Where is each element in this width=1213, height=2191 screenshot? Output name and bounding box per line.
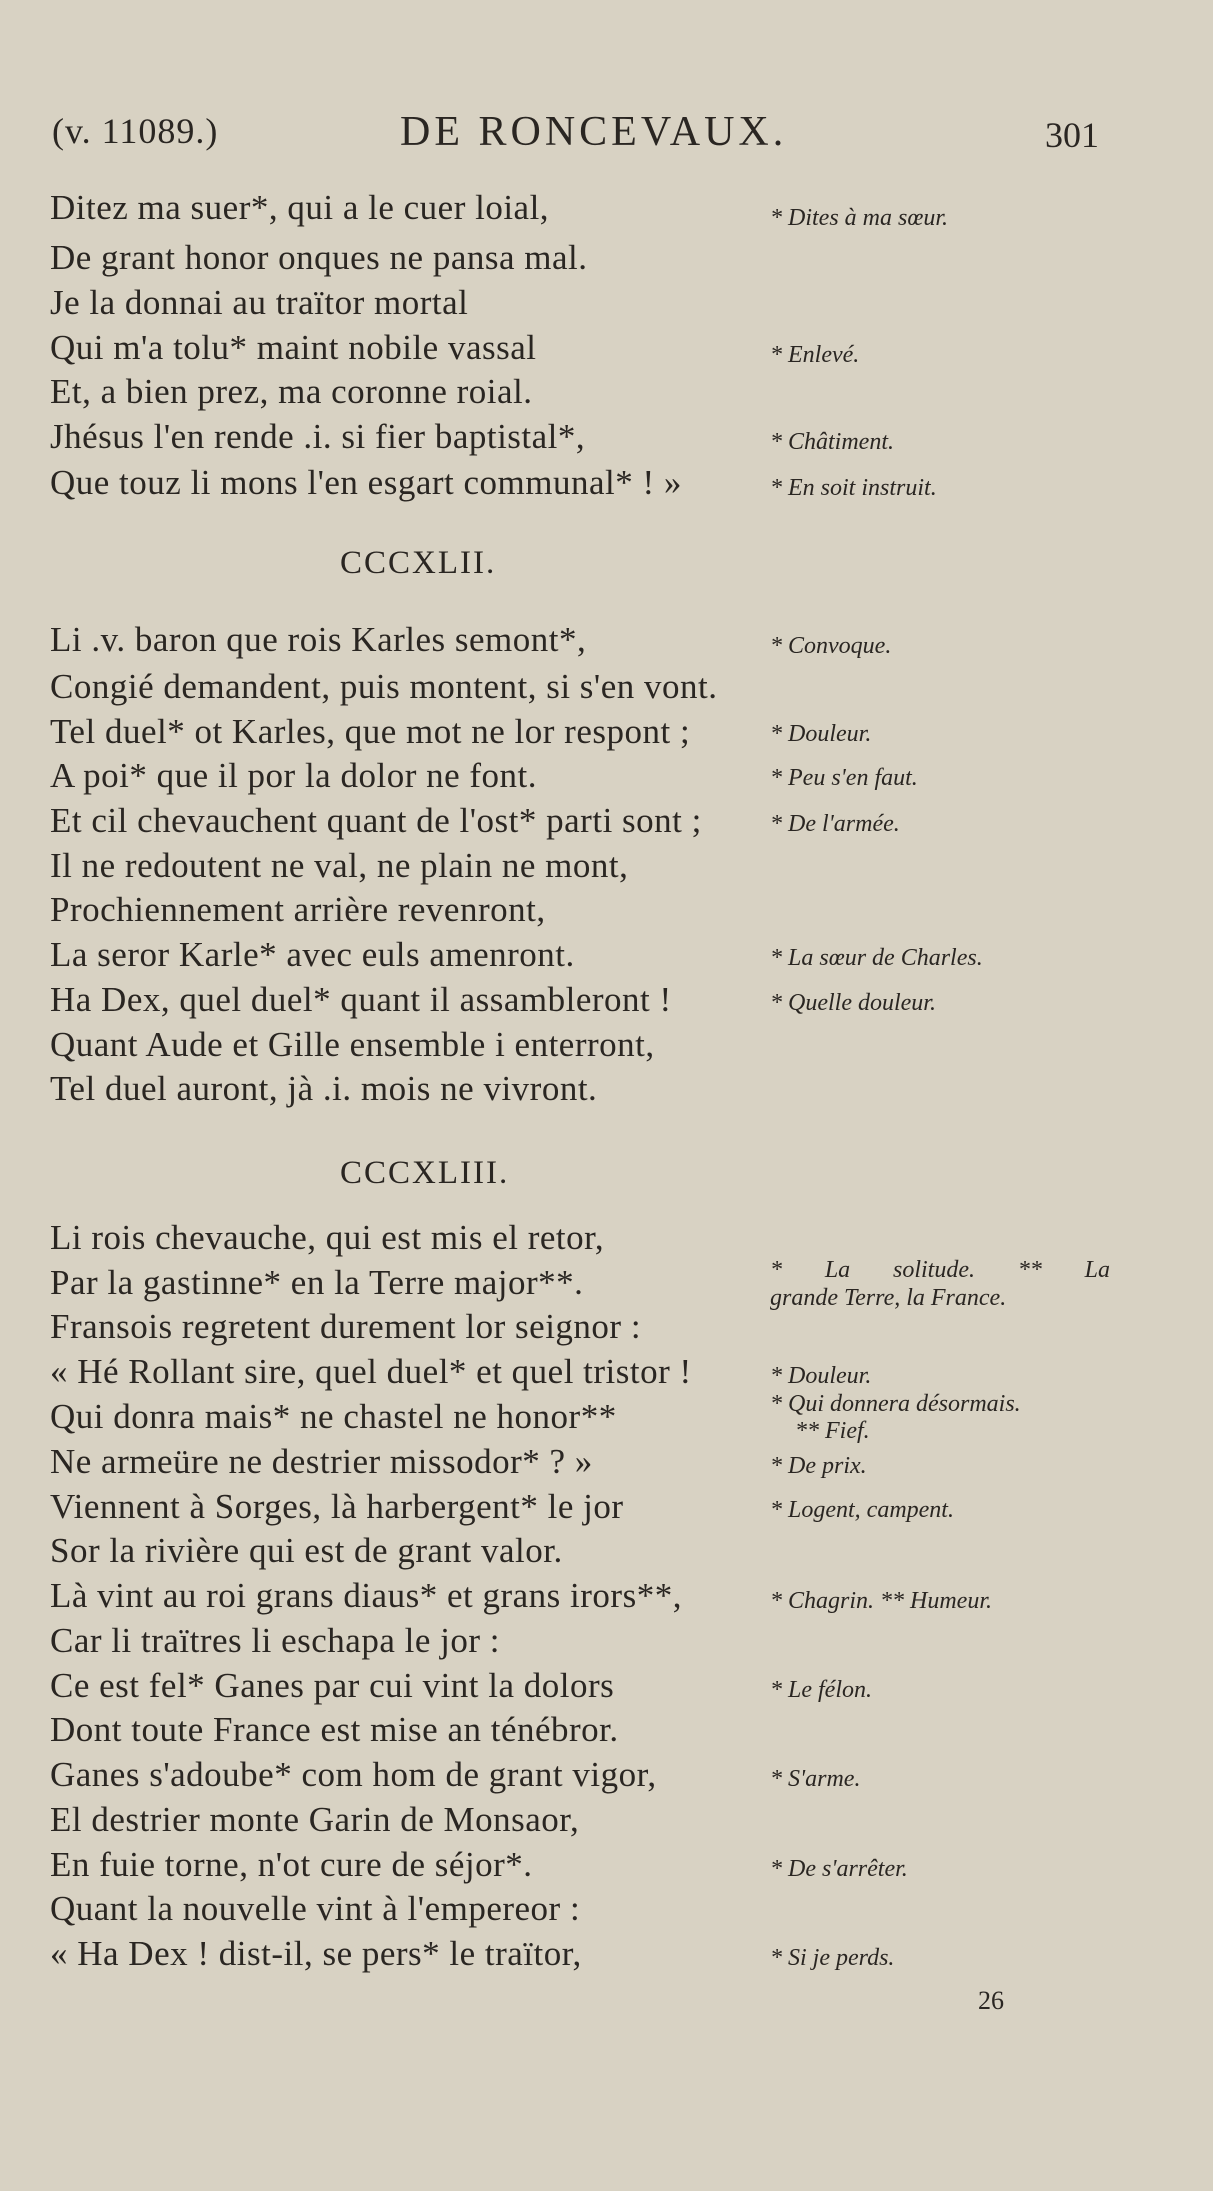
verse-line: Je la donnai au traïtor mortal: [50, 283, 469, 322]
margin-gloss: * Peu s'en faut.: [770, 765, 918, 791]
stanza-heading: CCCXLIII.: [340, 1155, 510, 1191]
verse-line: Viennent à Sorges, là harbergent* le jor: [50, 1487, 624, 1526]
margin-gloss: ** Fief.: [795, 1418, 870, 1444]
verse-line: Li rois chevauche, qui est mis el retor,: [50, 1218, 605, 1257]
verse-line: Qui m'a tolu* maint nobile vassal: [50, 328, 537, 367]
verse-reference: (v. 11089.): [52, 111, 219, 151]
margin-gloss: * Enlevé.: [770, 342, 860, 368]
margin-gloss: * Convoque.: [770, 633, 892, 659]
verse-line: Quant la nouvelle vint à l'empereor :: [50, 1889, 581, 1928]
margin-gloss: * Logent, campent.: [770, 1497, 954, 1523]
verse-line: Li .v. baron que rois Karles semont*,: [50, 620, 587, 659]
verse-line: Et cil chevauchent quant de l'ost* parti sont ;: [50, 801, 702, 840]
verse-line: Ditez ma suer*, qui a le cuer loial,: [50, 188, 550, 227]
running-header: [0, 110, 1213, 160]
margin-gloss: * Douleur.: [770, 1363, 872, 1389]
margin-gloss: * De s'arrêter.: [770, 1856, 908, 1882]
margin-gloss: * Si je perds.: [770, 1945, 895, 1971]
margin-gloss: * La solitude. ** La: [770, 1257, 1110, 1283]
verse-line: Prochiennement arrière revenront,: [50, 890, 546, 929]
margin-gloss: * Qui donnera désormais.: [770, 1391, 1021, 1417]
margin-gloss: * La sœur de Charles.: [770, 945, 983, 971]
verse-line: Tel duel auront, jà .i. mois ne vivront.: [50, 1069, 598, 1108]
margin-gloss: * S'arme.: [770, 1766, 861, 1792]
verse-line: Dont toute France est mise an ténébror.: [50, 1710, 619, 1749]
verse-line: Par la gastinne* en la Terre major**.: [50, 1263, 584, 1302]
verse-line: Là vint au roi grans diaus* et grans irors**,: [50, 1576, 682, 1615]
verse-line: Fransois regretent durement lor seignor :: [50, 1307, 642, 1346]
page-number: 301: [1045, 115, 1099, 155]
verse-line: Qui donra mais* ne chastel ne honor**: [50, 1397, 617, 1436]
verse-line: Tel duel* ot Karles, que mot ne lor respont ;: [50, 712, 691, 751]
margin-gloss: * De l'armée.: [770, 811, 900, 837]
verse-line: Sor la rivière qui est de grant valor.: [50, 1531, 563, 1570]
verse-line: A poi* que il por la dolor ne font.: [50, 756, 538, 795]
verse-line: Il ne redoutent ne val, ne plain ne mont,: [50, 846, 629, 885]
margin-gloss: * De prix.: [770, 1453, 867, 1479]
verse-line: Jhésus l'en rende .i. si fier baptistal*,: [50, 417, 586, 456]
page-title: DE RONCEVAUX.: [400, 109, 788, 155]
margin-gloss: * Chagrin. ** Humeur.: [770, 1588, 993, 1614]
verse-line: Ha Dex, quel duel* quant il assambleront !: [50, 980, 672, 1019]
verse-line: « Ha Dex ! dist-il, se pers* le traïtor,: [50, 1934, 582, 1973]
verse-line: El destrier monte Garin de Monsaor,: [50, 1800, 580, 1839]
margin-gloss: * En soit instruit.: [770, 475, 937, 501]
signature-mark: 26: [978, 1986, 1004, 2015]
margin-gloss: grande Terre, la France.: [770, 1285, 1007, 1311]
margin-gloss: * Quelle douleur.: [770, 990, 936, 1016]
verse-line: Car li traïtres li eschapa le jor :: [50, 1621, 500, 1660]
verse-line: Et, a bien prez, ma coronne roial.: [50, 372, 533, 411]
verse-line: Ce est fel* Ganes par cui vint la dolors: [50, 1666, 615, 1705]
verse-line: Que touz li mons l'en esgart communal* ! »: [50, 463, 682, 502]
margin-gloss: * Dites à ma sœur.: [770, 205, 949, 231]
verse-line: Ganes s'adoube* com hom de grant vigor,: [50, 1755, 657, 1794]
margin-gloss: * Châtiment.: [770, 429, 894, 455]
margin-gloss: * Douleur.: [770, 721, 872, 747]
verse-line: Congié demandent, puis montent, si s'en vont.: [50, 667, 718, 706]
verse-line: La seror Karle* avec euls amenront.: [50, 935, 575, 974]
verse-line: En fuie torne, n'ot cure de séjor*.: [50, 1845, 533, 1884]
verse-line: Ne armeüre ne destrier missodor* ? »: [50, 1442, 593, 1481]
verse-line: Quant Aude et Gille ensemble i enterront,: [50, 1025, 655, 1064]
margin-gloss: * Le félon.: [770, 1677, 872, 1703]
verse-line: « Hé Rollant sire, quel duel* et quel tristor !: [50, 1352, 692, 1391]
verse-line: De grant honor onques ne pansa mal.: [50, 238, 588, 277]
stanza-heading: CCCXLII.: [340, 545, 497, 581]
